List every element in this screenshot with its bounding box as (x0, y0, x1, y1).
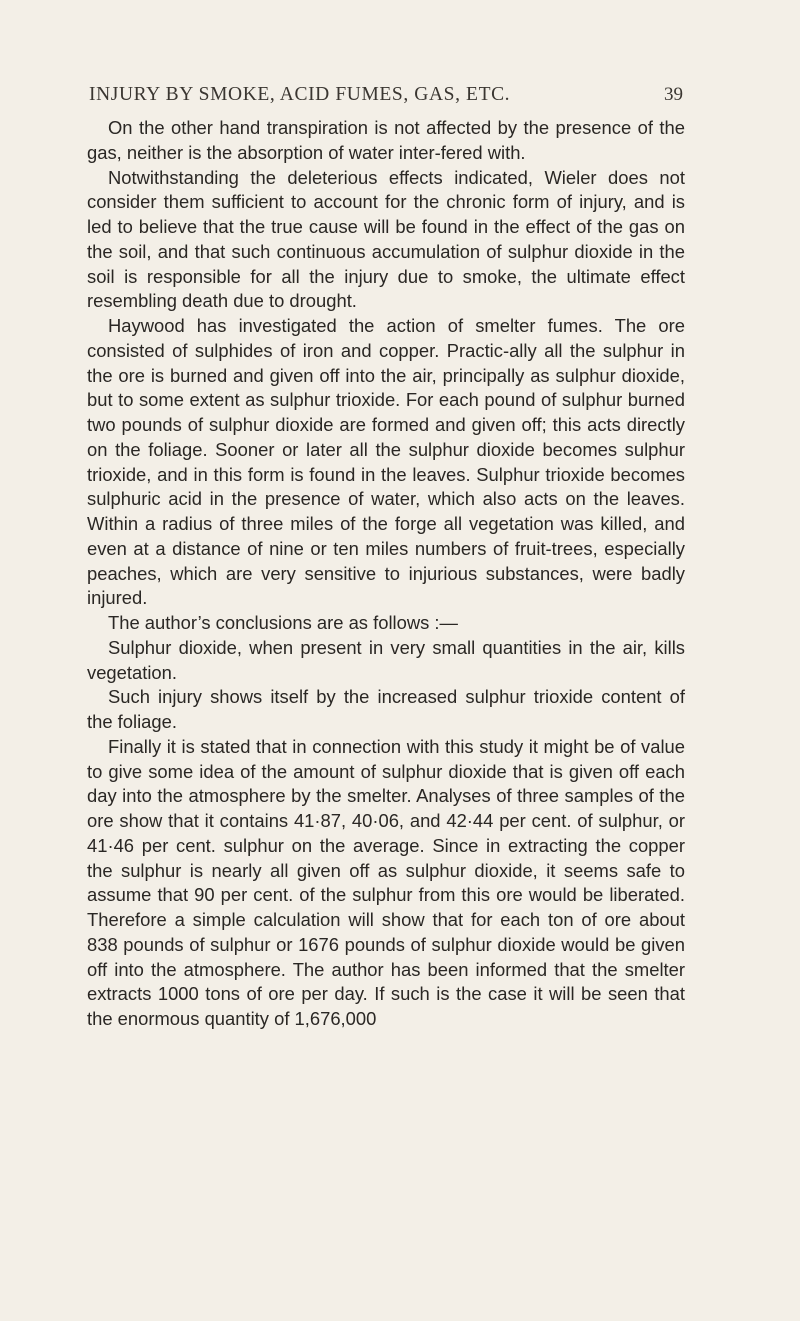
paragraph-conclusions-intro: The author’s conclusions are as follows :— (108, 612, 458, 633)
paragraph-transpiration: On the other hand transpiration is not affected by the presence of the gas, neither is the absorption of water inter-fered with. (87, 117, 685, 163)
body-text (87, 116, 685, 1032)
paragraph-conclusion-two: Such injury shows itself by the increased sulphur trioxide content of the foliage. (87, 686, 685, 732)
paragraph-haywood: Haywood has investigated the action of smelter fumes. The ore consisted of sulphides of iron and copper. Practic-ally all the sulphur in the ore is burned and given off into the air, principally as sulphur dioxide, but to some extent as sulphur trioxide. For each pound of sulphur burned two pounds of sulphur dioxide are formed and given off; this acts directly on the foliage. Sooner or later all the sulphur dioxide becomes sulphur trioxide, and in this form is found in the leaves. Sulphur trioxide becomes sulphuric acid in the presence of water, which also acts on the leaves. Within a radius of three miles of the forge all vegetation was killed, and even at a distance of nine or ten miles numbers of fruit-trees, especially peaches, which are very sensitive to injurious substances, were badly injured. (87, 315, 685, 609)
page-number: 39 (664, 84, 683, 105)
running-title: INJURY BY SMOKE, ACID FUMES, GAS, ETC. (89, 84, 511, 105)
paragraph-conclusion-one: Sulphur dioxide, when present in very small quantities in the air, kills vegetation. (87, 636, 685, 683)
paragraph-calculation: Finally it is stated that in connection with this study it might be of value to give some idea of the amount of sulphur dioxide that is given off each day into the atmosphere by the smelter. Analyses of three samples of the ore show that it contains 41·87, 40·06, and 42·44 per cent. of sulphur, or 41·46 per cent. sulphur on the average. Since in extracting the copper the sulphur is nearly all given off as sulphur dioxide, it seems safe to assume that 90 per cent. of the sulphur from this ore would be liberated. Therefore a simple calculation will show that for each ton of ore about 838 pounds of sulphur or 1676 pounds of sulphur dioxide would be given off into the atmosphere. The author has been informed that the smelter extracts 1000 tons of ore per day. If such is the case it will be seen that the enormous quantity of 1,676,000 (87, 735, 685, 1029)
running-header (87, 84, 685, 106)
book-page (87, 84, 685, 1032)
paragraph-wieler: Notwithstanding the deleterious effects indicated, Wieler does not consider them sufficient to account for the chronic form of injury, and is led to believe that the true cause will be found in the effect of the gas on the soil, and that such continuous accumulation of sulphur dioxide in the soil is responsible for all the injury due to smoke, the ultimate effect resembling death due to drought. (87, 166, 685, 312)
